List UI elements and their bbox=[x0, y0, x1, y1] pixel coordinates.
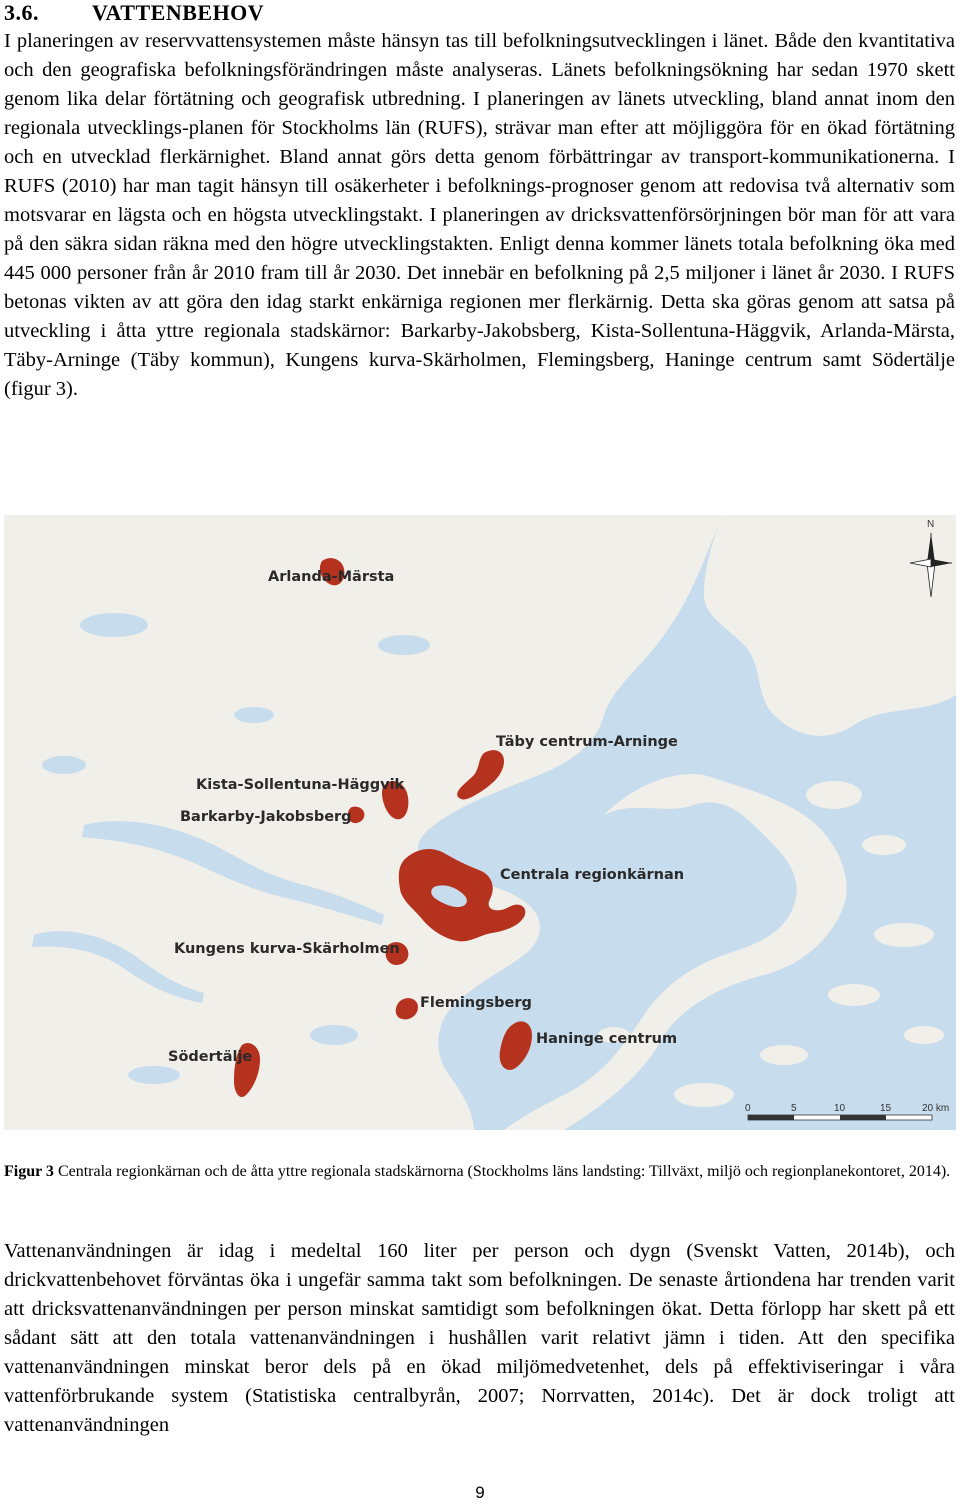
scale-label-10: 10 bbox=[834, 1103, 846, 1114]
section-number: 3.6. bbox=[4, 0, 39, 25]
label-barkarby-jakobsberg: Barkarby-Jakobsberg bbox=[180, 809, 352, 825]
body-paragraph-2: Vattenanvändningen är idag i medeltal 160 liter per person och dygn (Svenskt Vatten, 2014b), och drickvattenbehovet förväntas öka i ungefär samma takt som befolkningen. De senaste årtiondena har trenden varit att dricksvattenanvändningen per person minskat samtidigt som befolkningen ökat. Detta förlopp har skett på ett sådant sätt att den totala vattenanvändningen i hushållen varit relativt jämn i tiden. Att den specifika vattenanvändningen minskat beror dels på en ökad miljömedvetenhet, dels på effektiviseringar i våra vattenförbrukande system (Statistiska centralbyrån, 2007; Norrvatten, 2014c). Det är dock troligt att vattenanvändningen bbox=[4, 1240, 955, 1436]
map-lake bbox=[42, 756, 86, 774]
caption-text: Centrala regionkärnan och de åtta yttre regionala stadskärnorna (Stockholms läns landsting: Tillväxt, miljö och regionplanekontoret, 2014). bbox=[53, 1163, 951, 1180]
page-number: 9 bbox=[475, 1483, 485, 1502]
map-lake bbox=[310, 1025, 358, 1045]
label-haninge-centrum: Haninge centrum bbox=[536, 1031, 678, 1047]
label-sodertalje: Södertälje bbox=[168, 1049, 253, 1065]
scale-label-15: 15 bbox=[880, 1103, 892, 1114]
figure-caption bbox=[4, 1158, 955, 1185]
map-island bbox=[674, 1083, 734, 1107]
regional-cores-map bbox=[4, 515, 956, 1130]
map-island bbox=[828, 984, 880, 1006]
label-kista-sollentuna-haggvik: Kista-Sollentuna-Häggvik bbox=[196, 777, 405, 793]
label-taby-centrum-arninge: Täby centrum-Arninge bbox=[496, 734, 678, 750]
map-lake bbox=[80, 613, 148, 637]
map-island bbox=[760, 1045, 808, 1065]
body-paragraph-1: I planeringen av reservvattensystemen måste hänsyn tas till befolkningsutvecklingen i länet. Både den kvantitativa och den geografiska befolkningsförändringen måste analyseras. Länets befolkningsökning har sedan 1970 skett genom lika delar förtätning och geografisk utbredning. I planeringen av länets utveckling, bland annat inom den regionala utvecklings-planen för Stockholms län (RUFS), strävar man efter att möjliggöra för en ökad förtätning och en utvecklad flerkärnighet. Bland annat görs detta genom förbättringar av transport-kommunikationerna. I RUFS (2010) har man tagit hänsyn till osäkerheter i befolknings-prognoser genom att redovisa två alternativ som motsvarar en lägsta och en högsta utvecklingstakt. I planeringen av dricksvattenförsörjningen bör man för att vara på den säkra sidan räkna med den högre utvecklingstakten. Enligt denna kommer länets totala befolkning öka med 445 000 personer från år 2010 fram till år 2030. Det innebär en befolkning på 2,5 miljoner i länet år 2030. I RUFS betonas vikten av att göra den idag starkt enkärniga regionen mer flerkärnig. Detta ska göras genom att satsa på utveckling i åtta yttre regionala stadskärnor: Barkarby-Jakobsberg, Kista-Sollentuna-Häggvik, Arlanda-Märsta, Täby-Arninge (Täby kommun), Kungens kurva-Skärholmen, Flemingsberg, Haninge centrum samt Södertälje (figur 3). bbox=[4, 30, 955, 400]
map-lake bbox=[234, 707, 274, 723]
north-label: N bbox=[927, 519, 935, 530]
map-island bbox=[806, 781, 862, 809]
section-title: VATTENBEHOV bbox=[92, 0, 265, 25]
label-arlanda-marsta: Arlanda-Märsta bbox=[268, 569, 395, 585]
map-island bbox=[862, 835, 906, 855]
map-lake bbox=[378, 635, 430, 655]
scale-label-20km: 20 km bbox=[922, 1103, 950, 1114]
label-kungens-kurva-skarholmen: Kungens kurva-Skärholmen bbox=[174, 941, 400, 957]
caption-label: Figur 3 bbox=[4, 1163, 54, 1180]
scale-label-5: 5 bbox=[791, 1103, 797, 1114]
label-centrala-regionkarnan: Centrala regionkärnan bbox=[500, 867, 685, 883]
label-flemingsberg: Flemingsberg bbox=[420, 995, 532, 1011]
map-island bbox=[904, 1026, 944, 1044]
section-heading bbox=[4, 0, 264, 26]
map-island bbox=[874, 923, 934, 947]
scale-label-0: 0 bbox=[745, 1103, 751, 1114]
map-lake bbox=[128, 1066, 180, 1084]
